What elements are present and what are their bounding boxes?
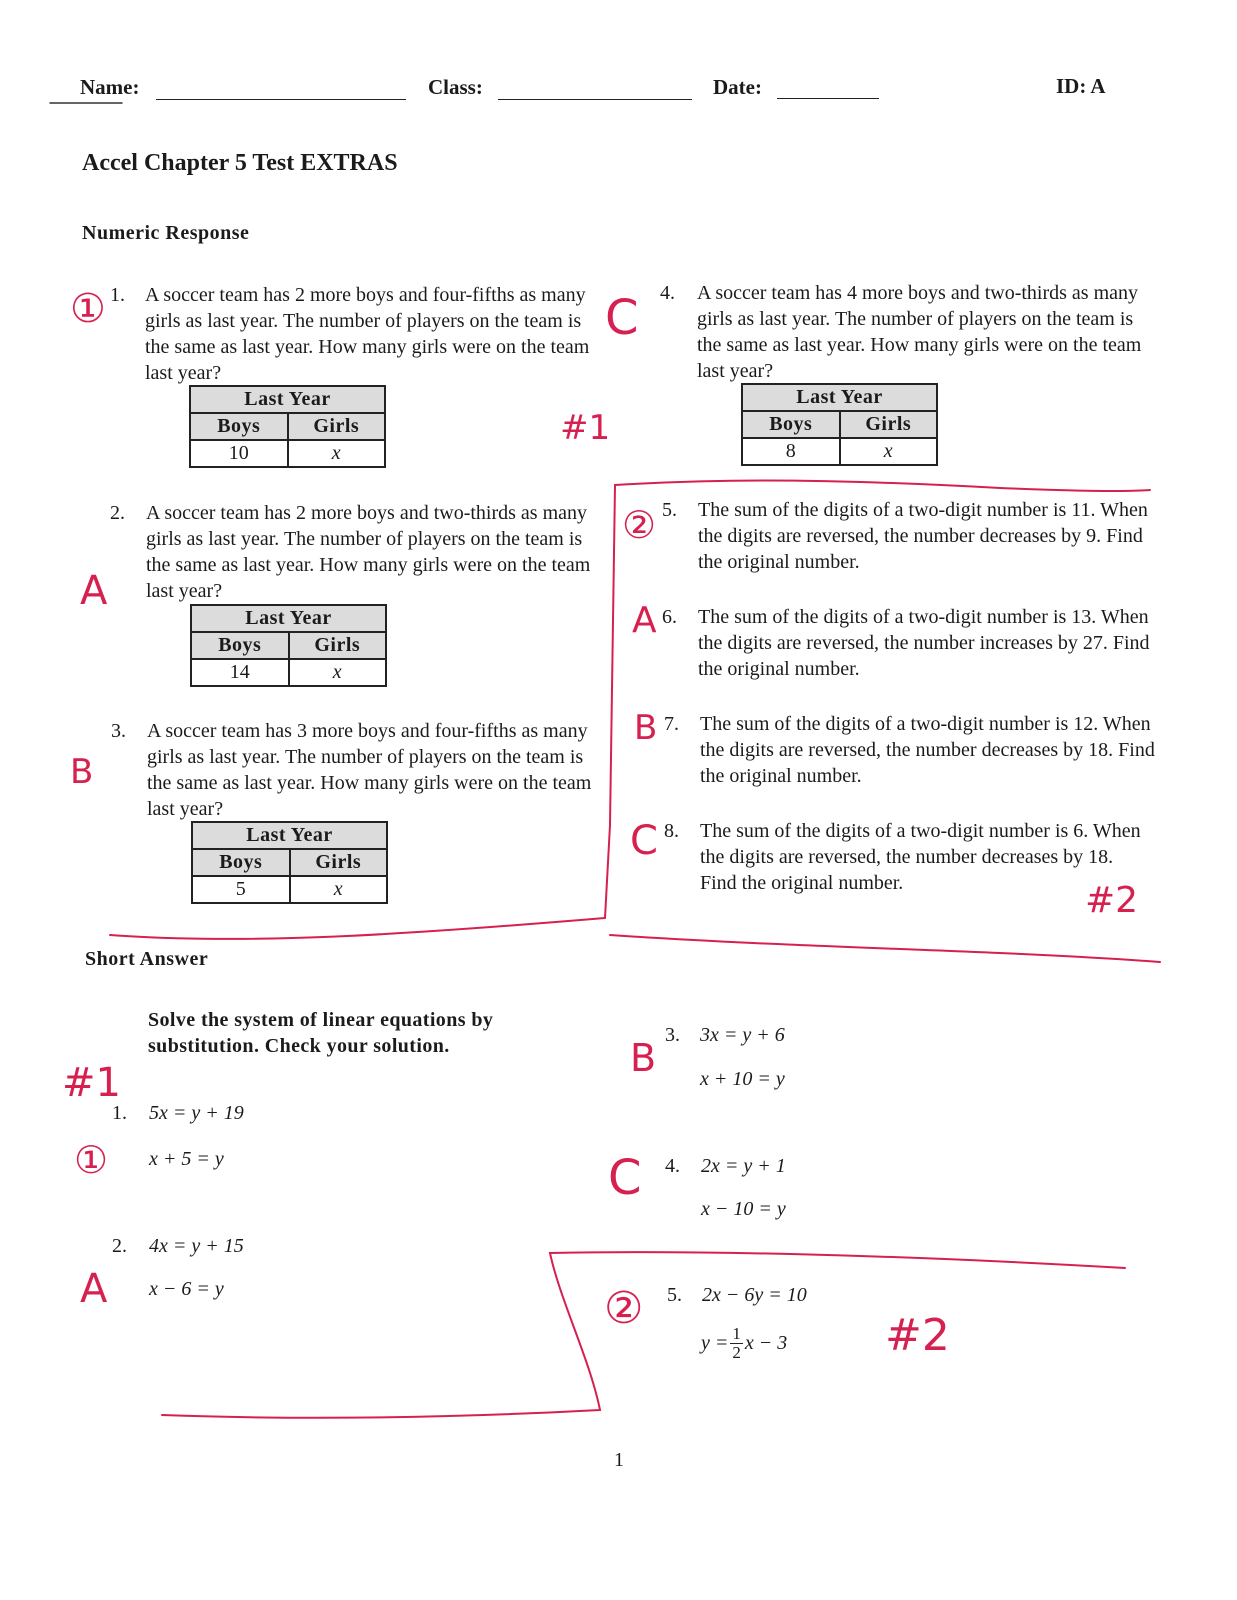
numeric-response-heading: Numeric Response xyxy=(82,222,250,244)
problem-number: 3. xyxy=(665,1024,680,1046)
girls-header: Girls xyxy=(840,411,938,438)
question-number: 1. xyxy=(110,284,125,306)
girls-header: Girls xyxy=(290,849,388,876)
problem-number: 5. xyxy=(667,1284,682,1306)
boys-header: Boys xyxy=(192,849,290,876)
equation-1: 2x = y + 1 xyxy=(701,1155,786,1177)
table-title: Last Year xyxy=(192,822,387,849)
fraction-numerator: 1 xyxy=(732,1324,741,1343)
question-number: 6. xyxy=(662,606,677,628)
short-answer-instructions: Solve the system of linear equations by substitution. Check your solution. xyxy=(148,1009,494,1057)
page-number: 1 xyxy=(614,1449,624,1471)
short-answer-heading: Short Answer xyxy=(85,948,209,970)
boys-header: Boys xyxy=(190,413,288,440)
annotation-letter-b: B xyxy=(70,752,94,792)
question-number: 5. xyxy=(662,499,677,521)
annotation-letter-a: A xyxy=(632,600,657,641)
question-text: The sum of the digits of a two-digit number is 6. When the digits are reversed, the number decreases by 18. Find the original number. xyxy=(700,820,1141,894)
eq-rhs: x − 3 xyxy=(744,1332,788,1354)
problem-number: 1. xyxy=(112,1102,127,1124)
annotation-letter-c: C xyxy=(605,290,639,346)
annotation-group-1: #1 xyxy=(62,1060,121,1106)
question-number: 2. xyxy=(110,502,125,524)
question-number: 7. xyxy=(664,713,679,735)
annotation-circled-2: ② xyxy=(622,503,657,547)
class-label: Class: xyxy=(428,75,483,99)
annotation-group-2: #2 xyxy=(1085,880,1139,921)
table-title: Last Year xyxy=(742,384,937,411)
question-text: The sum of the digits of a two-digit number is 11. When the digits are reversed, the number decreases by 9. Find the original number. xyxy=(698,499,1148,573)
boys-header: Boys xyxy=(191,632,289,659)
equation-1: 2x − 6y = 10 xyxy=(702,1284,807,1306)
boys-value: 8 xyxy=(742,438,840,465)
red-bracket-line xyxy=(162,1252,1125,1418)
annotation-group-1: #1 xyxy=(560,408,611,448)
annotation-letter-b: B xyxy=(630,1036,657,1080)
annotation-circled-1: ① xyxy=(70,286,106,332)
page-title: Accel Chapter 5 Test EXTRAS xyxy=(82,150,398,176)
fraction-denominator: 2 xyxy=(732,1343,741,1362)
name-label: Name: xyxy=(80,75,140,99)
question-number: 4. xyxy=(660,282,675,304)
problem-number: 2. xyxy=(112,1235,127,1257)
question-number: 8. xyxy=(664,820,679,842)
annotation-circled-2: ② xyxy=(604,1283,644,1334)
question-text: The sum of the digits of a two-digit number is 13. When the digits are reversed, the number increases by 27. Find the original number. xyxy=(698,606,1150,680)
girls-value: x xyxy=(288,440,386,467)
annotation-letter-b: B xyxy=(634,708,658,748)
annotation-letter-a: A xyxy=(80,568,108,614)
equation-1: 4x = y + 15 xyxy=(149,1235,244,1257)
id-label: ID: A xyxy=(1056,74,1106,98)
annotation-group-2: #2 xyxy=(885,1310,950,1361)
question-text: A soccer team has 3 more boys and four-fifths as many girls as last year. The number of players on the team is the same as last year. How many girls were on the team last year? xyxy=(147,720,592,820)
girls-value: x xyxy=(840,438,938,465)
equation-2: x − 6 = y xyxy=(149,1278,224,1300)
girls-value: x xyxy=(289,659,387,686)
boys-value: 5 xyxy=(192,876,290,903)
question-number: 3. xyxy=(111,720,126,742)
annotation-letter-c: C xyxy=(608,1150,642,1206)
question-text: A soccer team has 2 more boys and four-fifths as many girls as last year. The number of players on the team is the same as last year. How many girls were on the team last year? xyxy=(145,284,590,384)
equation-2: x + 10 = y xyxy=(700,1068,785,1090)
red-bracket-line xyxy=(610,935,1160,962)
date-label: Date: xyxy=(713,75,762,99)
equation-1: 5x = y + 19 xyxy=(149,1102,244,1124)
question-text: The sum of the digits of a two-digit number is 12. When the digits are reversed, the number decreases by 18. Find the original number. xyxy=(700,713,1155,787)
table-title: Last Year xyxy=(191,605,386,632)
boys-value: 10 xyxy=(190,440,288,467)
boys-header: Boys xyxy=(742,411,840,438)
girls-value: x xyxy=(290,876,388,903)
girls-header: Girls xyxy=(288,413,386,440)
equation-2: x − 10 = y xyxy=(701,1198,786,1220)
question-text: A soccer team has 2 more boys and two-thirds as many girls as last year. The number of players on the team is the same as last year. How many girls were on the team last year? xyxy=(146,502,591,602)
annotation-letter-c: C xyxy=(630,818,658,864)
eq-lhs: y = xyxy=(701,1332,729,1354)
question-text: A soccer team has 4 more boys and two-thirds as many girls as last year. The number of players on the team is the same as last year. How many girls were on the team last year? xyxy=(697,282,1142,382)
annotation-circled-1: ① xyxy=(74,1138,109,1182)
red-bracket-line xyxy=(110,481,1150,939)
problem-number: 4. xyxy=(665,1155,680,1177)
table-title: Last Year xyxy=(190,386,385,413)
equation-1: 3x = y + 6 xyxy=(700,1024,785,1046)
equation-2: x + 5 = y xyxy=(149,1148,224,1170)
annotation-letter-a: A xyxy=(80,1266,108,1312)
boys-value: 14 xyxy=(191,659,289,686)
girls-header: Girls xyxy=(289,632,387,659)
